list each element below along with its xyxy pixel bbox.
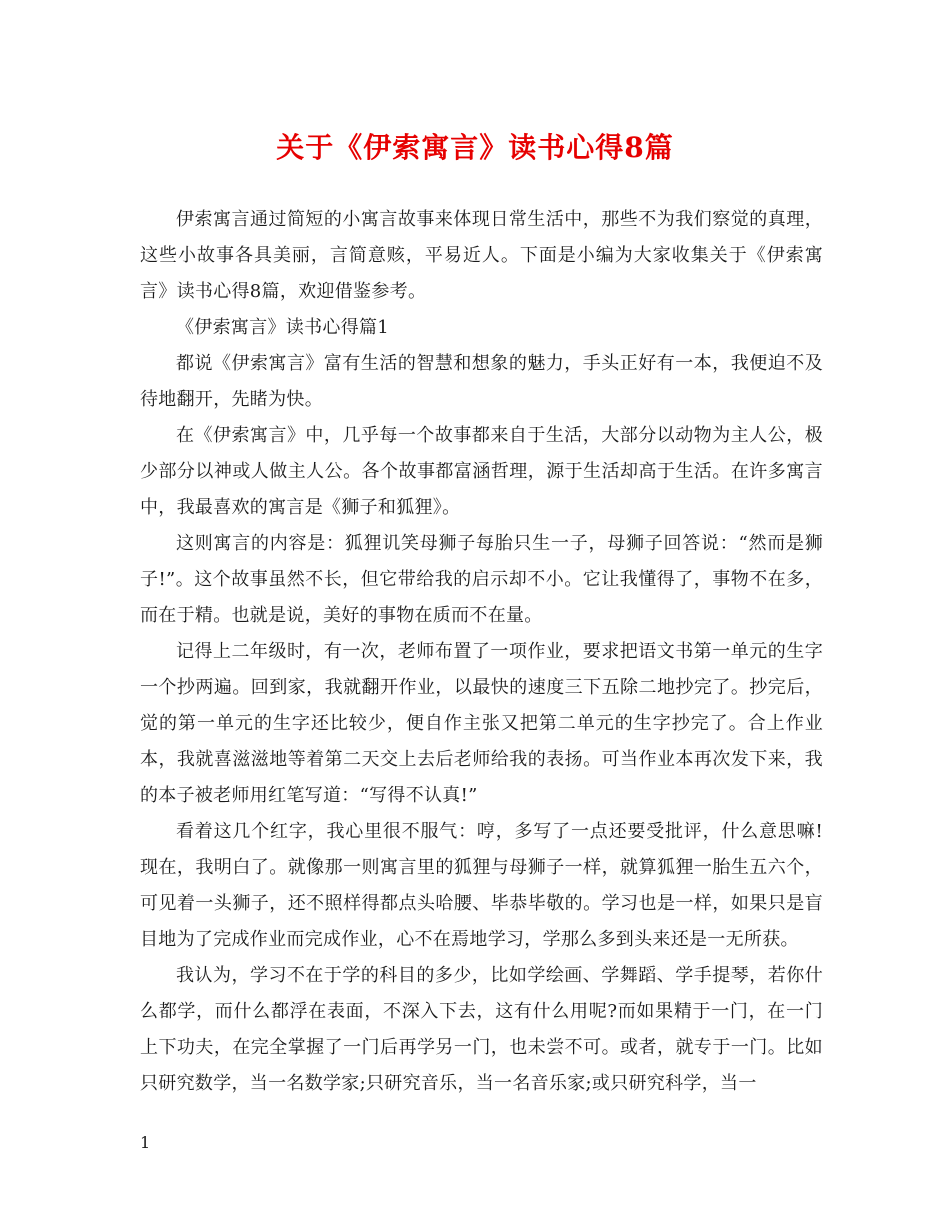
body-paragraph: 在《伊索寓言》中，几乎每一个故事都来自于生活，大部分以动物为主人公，极少部分以神或人做主人公。各个故事都富涵哲理，源于生活却高于生活。在许多寓言中，我最喜欢的寓言是《狮子和狐狸》。 — [140, 425, 823, 518]
intro-paragraph: 伊索寓言通过简短的小寓言故事来体现日常生活中，那些不为我们察觉的真理，这些小故事各具美丽，言简意赅，平易近人。下面是小编为大家收集关于《伊索寓言》读书心得8篇，欢迎借鉴参考。 — [140, 209, 823, 302]
body-paragraph: 都说《伊索寓言》富有生活的智慧和想象的魅力，手头正好有一本，我便迫不及待地翻开，先睹为快。 — [140, 353, 823, 410]
body-paragraph: 看着这几个红字，我心里很不服气：哼，多写了一点还要受批评，什么意思嘛!现在，我明白了。就像那一则寓言里的狐狸与母狮子一样，就算狐狸一胎生五六个，可见着一头狮子，还不照样得都点头哈腰、毕恭毕敬的。学习也是一样，如果只是盲目地为了完成作业而完成作业，心不在焉地学习，学那么多到头来还是一无所获。 — [140, 821, 823, 950]
section-heading: 《伊索寓言》读书心得篇1 — [176, 317, 390, 338]
document-body — [140, 202, 823, 1102]
page-number: 1 — [140, 1133, 151, 1152]
body-paragraph: 我认为，学习不在于学的科目的多少，比如学绘画、学舞蹈、学手提琴，若你什么都学，而什么都浮在表面，不深入下去，这有什么用呢?而如果精于一门，在一门上下功夫，在完全掌握了一门后再学另一门，也未尝不可。或者，就专于一门。比如只研究数学，当一名数学家;只研究音乐，当一名音乐家;或只研究科学，当一 — [140, 965, 823, 1094]
body-paragraph: 记得上二年级时，有一次，老师布置了一项作业，要求把语文书第一单元的生字一个抄两遍。回到家，我就翻开作业，以最快的速度三下五除二地抄完了。抄完后，觉的第一单元的生字还比较少，便自作主张又把第二单元的生字抄完了。合上作业本，我就喜滋滋地等着第二天交上去后老师给我的表扬。可当作业本再次发下来，我的本子被老师用红笔写道：“写得不认真!” — [140, 641, 823, 806]
document-title: 关于《伊索寓言》读书心得8篇 — [276, 131, 674, 164]
body-paragraph: 这则寓言的内容是：狐狸讥笑母狮子每胎只生一子，母狮子回答说：“然而是狮子!”。这个故事虽然不长，但它带给我的启示却不小。它让我懂得了，事物不在多，而在于精。也就是说，美好的事物在质而不在量。 — [140, 533, 823, 626]
